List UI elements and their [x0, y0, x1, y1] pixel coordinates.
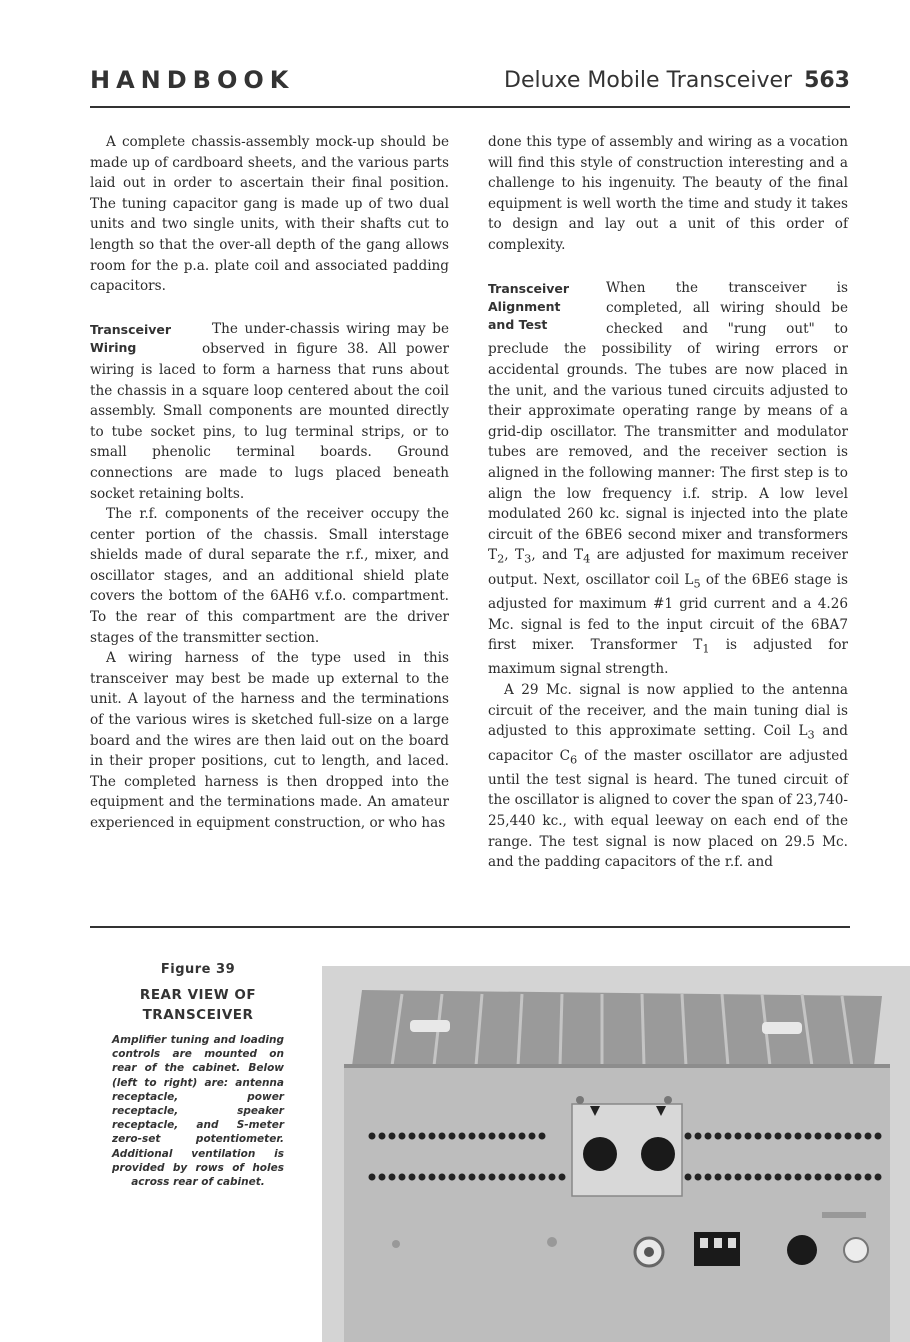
subscript: 6	[569, 752, 578, 767]
left-handle	[410, 1020, 450, 1032]
transceiver-rear-view	[322, 966, 910, 1342]
side-heading-wiring-2: Wiring	[90, 339, 137, 355]
side-heading-alignment-1: Transceiver	[488, 280, 570, 296]
text-run: of the master oscillator are adjusted until the test signal is heard. The tuned circuit of the oscillator is aligned to cover the span of 23,740-25,440 kc., with equal leeway on each end of the range. The test signal is now placed on 29.5 Mc. and the padding capacitors of the r.f. and	[488, 747, 848, 871]
running-head	[504, 68, 850, 93]
power-receptacle	[694, 1232, 740, 1266]
screw	[547, 1237, 557, 1247]
page-header	[90, 66, 850, 104]
text-run: are adjusted for maximum receiver output. Next, oscillator coil L	[488, 547, 849, 588]
left-para-2: The under-chassis wiring may be observed in figure 38. All power wiring is laced to form a harness that runs about the chassis in a square loop centered about the coil assembly. Small components are mounted directly to tube socket pins, to lug terminal strips, or to small phenolic terminal boards. Ground connections are made to lugs placed beneath socket retaining bolts.	[90, 320, 449, 502]
figure-title-2: TRANSCEIVER	[142, 1007, 254, 1023]
label-strip	[822, 1212, 866, 1218]
left-para-1: A complete chassis-assembly mock-up should be made up of cardboard sheets, and the various parts laid out in order to ascertain their final position. The tuning capacitor gang is made up of two dual units and two single units, with their shafts cut to length so that the over-all depth of the gang allows room for the p.a. plate coil and associated padding capacitors.	[90, 134, 449, 295]
right-para-2	[488, 278, 848, 680]
side-heading-alignment-2: Alignment	[488, 298, 561, 314]
text-run: , T	[504, 547, 525, 564]
right-para-1: done this type of assembly and wiring as a vocation will find this style of construction interesting and a challenge to his ingenuity. The beauty of the final equipment is well worth the time and study it takes to design and lay out a unit of this order of complexity.	[488, 134, 848, 253]
right-para-3	[488, 680, 848, 873]
side-heading-alignment	[488, 278, 606, 334]
subscript: 5	[693, 576, 701, 591]
text-run: of the 6BE6 stage is adjusted for maximum #1 grid current and a 4.26 Mc. signal is fed to the input circuit of the 6BA7 first mixer. Transformer T	[488, 571, 848, 654]
wiring-section	[90, 319, 449, 504]
pin	[728, 1238, 736, 1248]
left-para-3: The r.f. components of the receiver occupy the center portion of the chassis. Small interstage shields made of dural separate the r.f., mixer, and oscillator stages, and an additional shield plate covers the bottom of the 6AH6 v.f.o. compartment. To the rear of this compartment are the driver stages of the transmitter section.	[90, 506, 449, 646]
screw	[576, 1096, 584, 1104]
pin	[700, 1238, 708, 1248]
antenna-pin	[644, 1247, 654, 1257]
pin	[714, 1238, 722, 1248]
text-run: , and T	[531, 547, 584, 564]
speaker-receptacle	[787, 1235, 817, 1265]
side-heading-wiring	[90, 319, 202, 357]
panel-edge	[344, 1064, 890, 1068]
s-meter-zero-set	[844, 1238, 868, 1262]
header-rule	[90, 106, 850, 108]
subscript: 3	[524, 552, 532, 566]
page-number: 563	[804, 68, 850, 93]
figure-rule	[90, 926, 850, 928]
side-heading-alignment-3: and Test	[488, 316, 548, 332]
text-run: When the transceiver is completed, all wiring should be checked and "rung out" to preclude the possibility of wiring errors or accidental grounds. The tubes are now placed in the unit, and the various tuned circuits adjusted to their approximate operating range by means of a grid-dip oscillator. The transmitter and modulator tubes are removed, and the receiver section is aligned in the following manner: The first step is to align the low frequency i.f. strip. A low level modulated 260 kc. signal is injected into the plate circuit of the 6BE6 second mixer and transformers T	[488, 279, 848, 564]
transceiver-photo	[322, 966, 910, 1342]
handbook-title: HANDBOOK	[90, 66, 295, 94]
subscript: 2	[497, 552, 505, 566]
figure-caption-text: Amplifier tuning and loading controls are mounted on rear of the cabinet. Below (left to right) are: antenna receptacle, power receptacle, speaker receptacle, and S-meter zero-set potentiometer. Additional ventilation is provided by rows of holes across rear of cabinet.	[112, 1034, 284, 1189]
alignment-section	[488, 278, 848, 680]
loading-knob	[641, 1137, 675, 1171]
tuning-knob	[583, 1137, 617, 1171]
chapter-title: Deluxe Mobile Transceiver	[504, 68, 793, 93]
text-run: and capacitor C	[488, 723, 848, 764]
subscript: 3	[807, 727, 815, 742]
figure-title-1: REAR VIEW OF	[139, 987, 257, 1003]
screw	[664, 1096, 672, 1104]
left-column	[90, 132, 449, 834]
subscript: 4	[583, 552, 591, 566]
text-run: is adjusted for maximum signal strength.	[488, 637, 849, 678]
screw	[392, 1240, 400, 1248]
figure-number: Figure 39	[160, 962, 236, 977]
figure-caption	[112, 962, 284, 1189]
right-column	[488, 132, 848, 873]
subscript: 1	[702, 641, 710, 656]
right-handle	[762, 1022, 802, 1034]
side-heading-wiring-1: Transceiver	[90, 321, 172, 337]
text-run: A 29 Mc. signal is now applied to the antenna circuit of the receiver, and the main tuning dial is adjusted to this approximate setting. Coil L	[488, 682, 848, 740]
left-para-4: A wiring harness of the type used in this transceiver may best be made up external to the unit. A layout of the harness and the terminations of the various wires is sketched full-size on a large board and the wires are then laid out on the board in their proper positions, cut to length, and laced. The completed harness is then dropped into the equipment and the terminations made. An amateur experienced in equipment construction, or who has	[90, 650, 449, 831]
